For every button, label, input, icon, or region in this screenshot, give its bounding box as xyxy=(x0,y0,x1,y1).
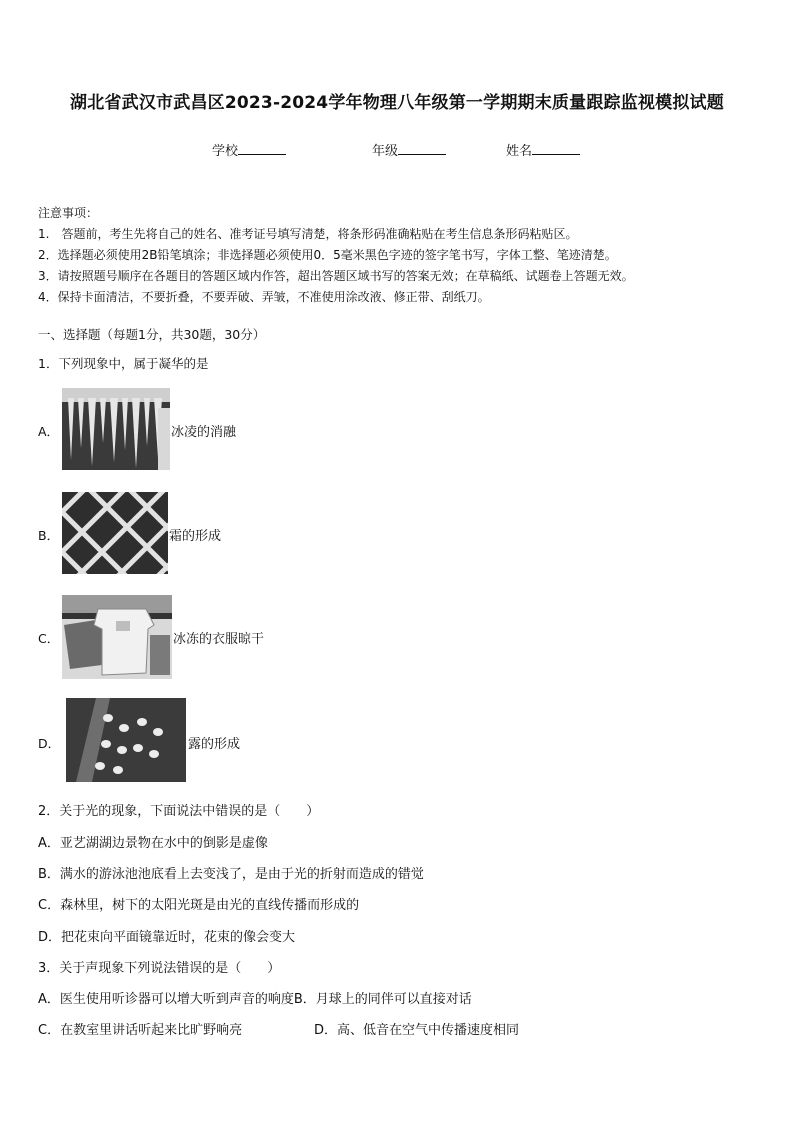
option-letter: C． xyxy=(38,631,60,646)
question-2-option-d[interactable]: D．把花束向平面镜靠近时，花束的像会变大 xyxy=(38,930,296,945)
name-field[interactable] xyxy=(506,140,580,159)
notice-item: 1. 答题前，考生先将自己的姓名、准考证号填写清楚，将条形码准确粘贴在考生信息条形码粘贴区。 xyxy=(38,227,578,241)
section-heading: 一、选择题（每题1分，共30题，30分） xyxy=(38,327,266,342)
notice-item: 4．保持卡面清洁，不要折叠，不要弄破、弄皱，不准使用涂改液、修正带、刮纸刀。 xyxy=(38,290,490,304)
name-blank[interactable] xyxy=(532,142,580,155)
notice-item: 3．请按照题号顺序在各题目的答题区域内作答，超出答题区域书写的答案无效；在草稿纸、试题卷上答题无效。 xyxy=(38,269,634,283)
grade-blank[interactable] xyxy=(398,142,446,155)
icicles-photo xyxy=(62,388,170,470)
question-3-options-ab[interactable]: A．医生使用听诊器可以增大听到声音的响度B．月球上的同伴可以直接对话 xyxy=(38,992,472,1007)
notice-item: 2．选择题必须使用2B铅笔填涂；非选择题必须使用0．5毫米黑色字迹的签字笔书写，字体工整、笔迹清楚。 xyxy=(38,248,617,262)
option-letter: B． xyxy=(38,528,60,543)
option-text: 霜的形成 xyxy=(169,529,222,544)
question-3-stem: 3．关于声现象下列说法错误的是（ ） xyxy=(38,961,281,976)
question-2-option-b[interactable]: B．满水的游泳池池底看上去变浅了，是由于光的折射而造成的错觉 xyxy=(38,867,424,882)
name-label: 姓名 xyxy=(506,144,533,159)
school-label: 学校 xyxy=(212,144,239,159)
frost-photo xyxy=(62,492,168,574)
question-3-option-d[interactable]: D．高、低音在空气中传播速度相同 xyxy=(314,1023,520,1038)
school-field[interactable] xyxy=(212,140,286,159)
grade-field[interactable] xyxy=(372,140,446,159)
frozen-clothes-photo xyxy=(62,595,172,679)
option-text: 露的形成 xyxy=(188,737,241,752)
question-3-option-c[interactable]: C．在教室里讲话听起来比旷野响亮 xyxy=(38,1023,243,1038)
notice-block xyxy=(38,203,758,308)
question-2-option-c[interactable]: C．森林里，树下的太阳光斑是由光的直线传播而形成的 xyxy=(38,898,360,913)
school-blank[interactable] xyxy=(238,142,286,155)
notice-heading: 注意事项： xyxy=(38,206,99,220)
option-text: 冰冻的衣服晾干 xyxy=(173,632,265,647)
dew-photo xyxy=(66,698,186,782)
question-1-stem: 1．下列现象中，属于凝华的是 xyxy=(38,356,209,371)
page-title: 湖北省武汉市武昌区2023-2024学年物理八年级第一学期期末质量跟踪监视模拟试题 xyxy=(70,93,724,113)
grade-label: 年级 xyxy=(372,144,399,159)
option-letter: D． xyxy=(38,736,61,751)
question-2-option-a[interactable]: A．亚艺湖湖边景物在水中的倒影是虚像 xyxy=(38,836,268,851)
option-letter: A． xyxy=(38,424,60,439)
question-2-stem: 2．关于光的现象，下面说法中错误的是（ ） xyxy=(38,804,320,819)
option-text: 冰凌的消融 xyxy=(171,425,237,440)
